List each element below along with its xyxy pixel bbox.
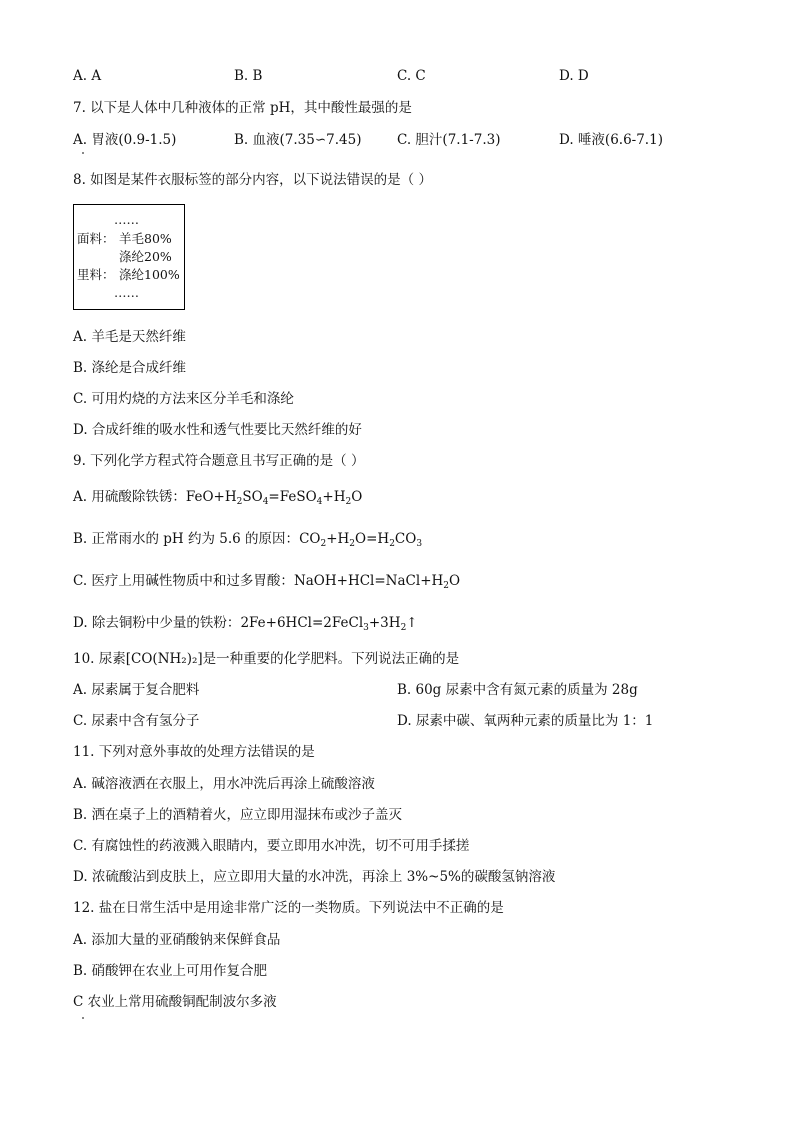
q9-option-c-text: C. 医疗上用碱性物质中和过多胃酸： bbox=[73, 573, 294, 589]
q10-stem: 10. 尿素[CO(NH₂)₂]是一种重要的化学肥料。下列说法正确的是 bbox=[73, 651, 460, 667]
label-fabric-wool: 羊毛80% bbox=[119, 231, 172, 246]
label-fabric-polyester: 涤纶20% bbox=[119, 249, 172, 264]
scan-dot bbox=[82, 1017, 84, 1019]
q12-stem: 12. 盐在日常生活中是用途非常广泛的一类物质。下列说法中不正确的是 bbox=[73, 900, 504, 916]
q11-option-a: A. 碱溶液洒在衣服上，用水冲洗后再涂上硫酸溶液 bbox=[73, 776, 375, 792]
q9-option-a-equation: $FeO+H_2SO_4=FeSO_4+H_2O$ bbox=[185, 489, 363, 507]
q6-option-b: B. B bbox=[234, 68, 263, 84]
q10-option-b: B. 60g 尿素中含有氮元素的质量为 28g bbox=[397, 682, 638, 698]
q12-option-c: C 农业上常用硫酸铜配制波尔多液 bbox=[73, 994, 277, 1010]
q7-stem: 7. 以下是人体中几种液体的正常 pH，其中酸性最强的是 bbox=[73, 100, 412, 116]
q11-option-c: C. 有腐蚀性的药液溅入眼睛内，要立即用水冲洗，切不可用手揉搓 bbox=[73, 838, 470, 854]
q7-option-a: A. 胃液(0.9-1.5) bbox=[73, 132, 177, 148]
q9-option-c bbox=[73, 572, 460, 590]
q7-option-c: C. 胆汁(7.1-7.3) bbox=[397, 132, 501, 148]
q9-option-d-equation: $2Fe+6HCl=2FeCl_3+3H_2↑$ bbox=[240, 615, 418, 633]
q11-option-d: D. 浓硫酸沾到皮肤上，应立即用大量的水冲洗，再涂上 3%~5%的碳酸氢钠溶液 bbox=[73, 869, 556, 885]
q9-option-d bbox=[73, 614, 418, 632]
label-lining-title: 里料： bbox=[77, 267, 115, 282]
q9-option-c-equation: $NaOH+HCl=NaCl+H_2O$ bbox=[293, 573, 461, 591]
q9-stem: 9. 下列化学方程式符合题意且书写正确的是（ ） bbox=[73, 453, 365, 469]
q6-option-d: D. D bbox=[559, 68, 589, 84]
scan-dot bbox=[82, 152, 84, 154]
q6-option-a: A. A bbox=[73, 68, 102, 84]
q9-option-b bbox=[73, 530, 422, 548]
label-dots-top: …… bbox=[114, 212, 139, 227]
q8-stem: 8. 如图是某件衣服标签的部分内容，以下说法错误的是（ ） bbox=[73, 172, 432, 188]
q7-option-b: B. 血液(7.35∽7.45) bbox=[234, 132, 362, 148]
label-fabric-title: 面料： bbox=[77, 231, 115, 246]
q10-option-d: D. 尿素中碳、氧两种元素的质量比为 1：1 bbox=[397, 713, 654, 729]
q11-option-b: B. 洒在桌子上的酒精着火，应立即用湿抹布或沙子盖灭 bbox=[73, 807, 403, 823]
label-dots-bottom: …… bbox=[114, 285, 139, 300]
q9-option-b-text: B. 正常雨水的 pH 约为 5.6 的原因： bbox=[73, 531, 300, 547]
q8-option-a: A. 羊毛是天然纤维 bbox=[73, 329, 186, 345]
q10-option-a: A. 尿素属于复合肥料 bbox=[73, 682, 200, 698]
label-lining-polyester: 涤纶100% bbox=[119, 267, 180, 282]
q8-option-c: C. 可用灼烧的方法来区分羊毛和涤纶 bbox=[73, 391, 294, 407]
q8-option-d: D. 合成纤维的吸水性和透气性要比天然纤维的好 bbox=[73, 422, 362, 438]
q7-option-d: D. 唾液(6.6-7.1) bbox=[559, 132, 663, 148]
q9-option-a-text: A. 用硫酸除铁锈： bbox=[73, 489, 186, 505]
q8-option-b: B. 涤纶是合成纤维 bbox=[73, 360, 187, 376]
q6-option-c: C. C bbox=[397, 68, 426, 84]
q11-stem: 11. 下列对意外事故的处理方法错误的是 bbox=[73, 744, 315, 760]
clothing-label-box bbox=[73, 204, 185, 310]
q9-option-d-text: D. 除去铜粉中少量的铁粉： bbox=[73, 615, 241, 631]
q12-option-b: B. 硝酸钾在农业上可用作复合肥 bbox=[73, 963, 268, 979]
q9-option-b-equation: $CO_2+H_2O=H_2CO_3$ bbox=[299, 531, 423, 549]
q12-option-a: A. 添加大量的亚硝酸钠来保鲜食品 bbox=[73, 932, 281, 948]
q9-option-a bbox=[73, 488, 362, 506]
q10-option-c: C. 尿素中含有氢分子 bbox=[73, 713, 200, 729]
